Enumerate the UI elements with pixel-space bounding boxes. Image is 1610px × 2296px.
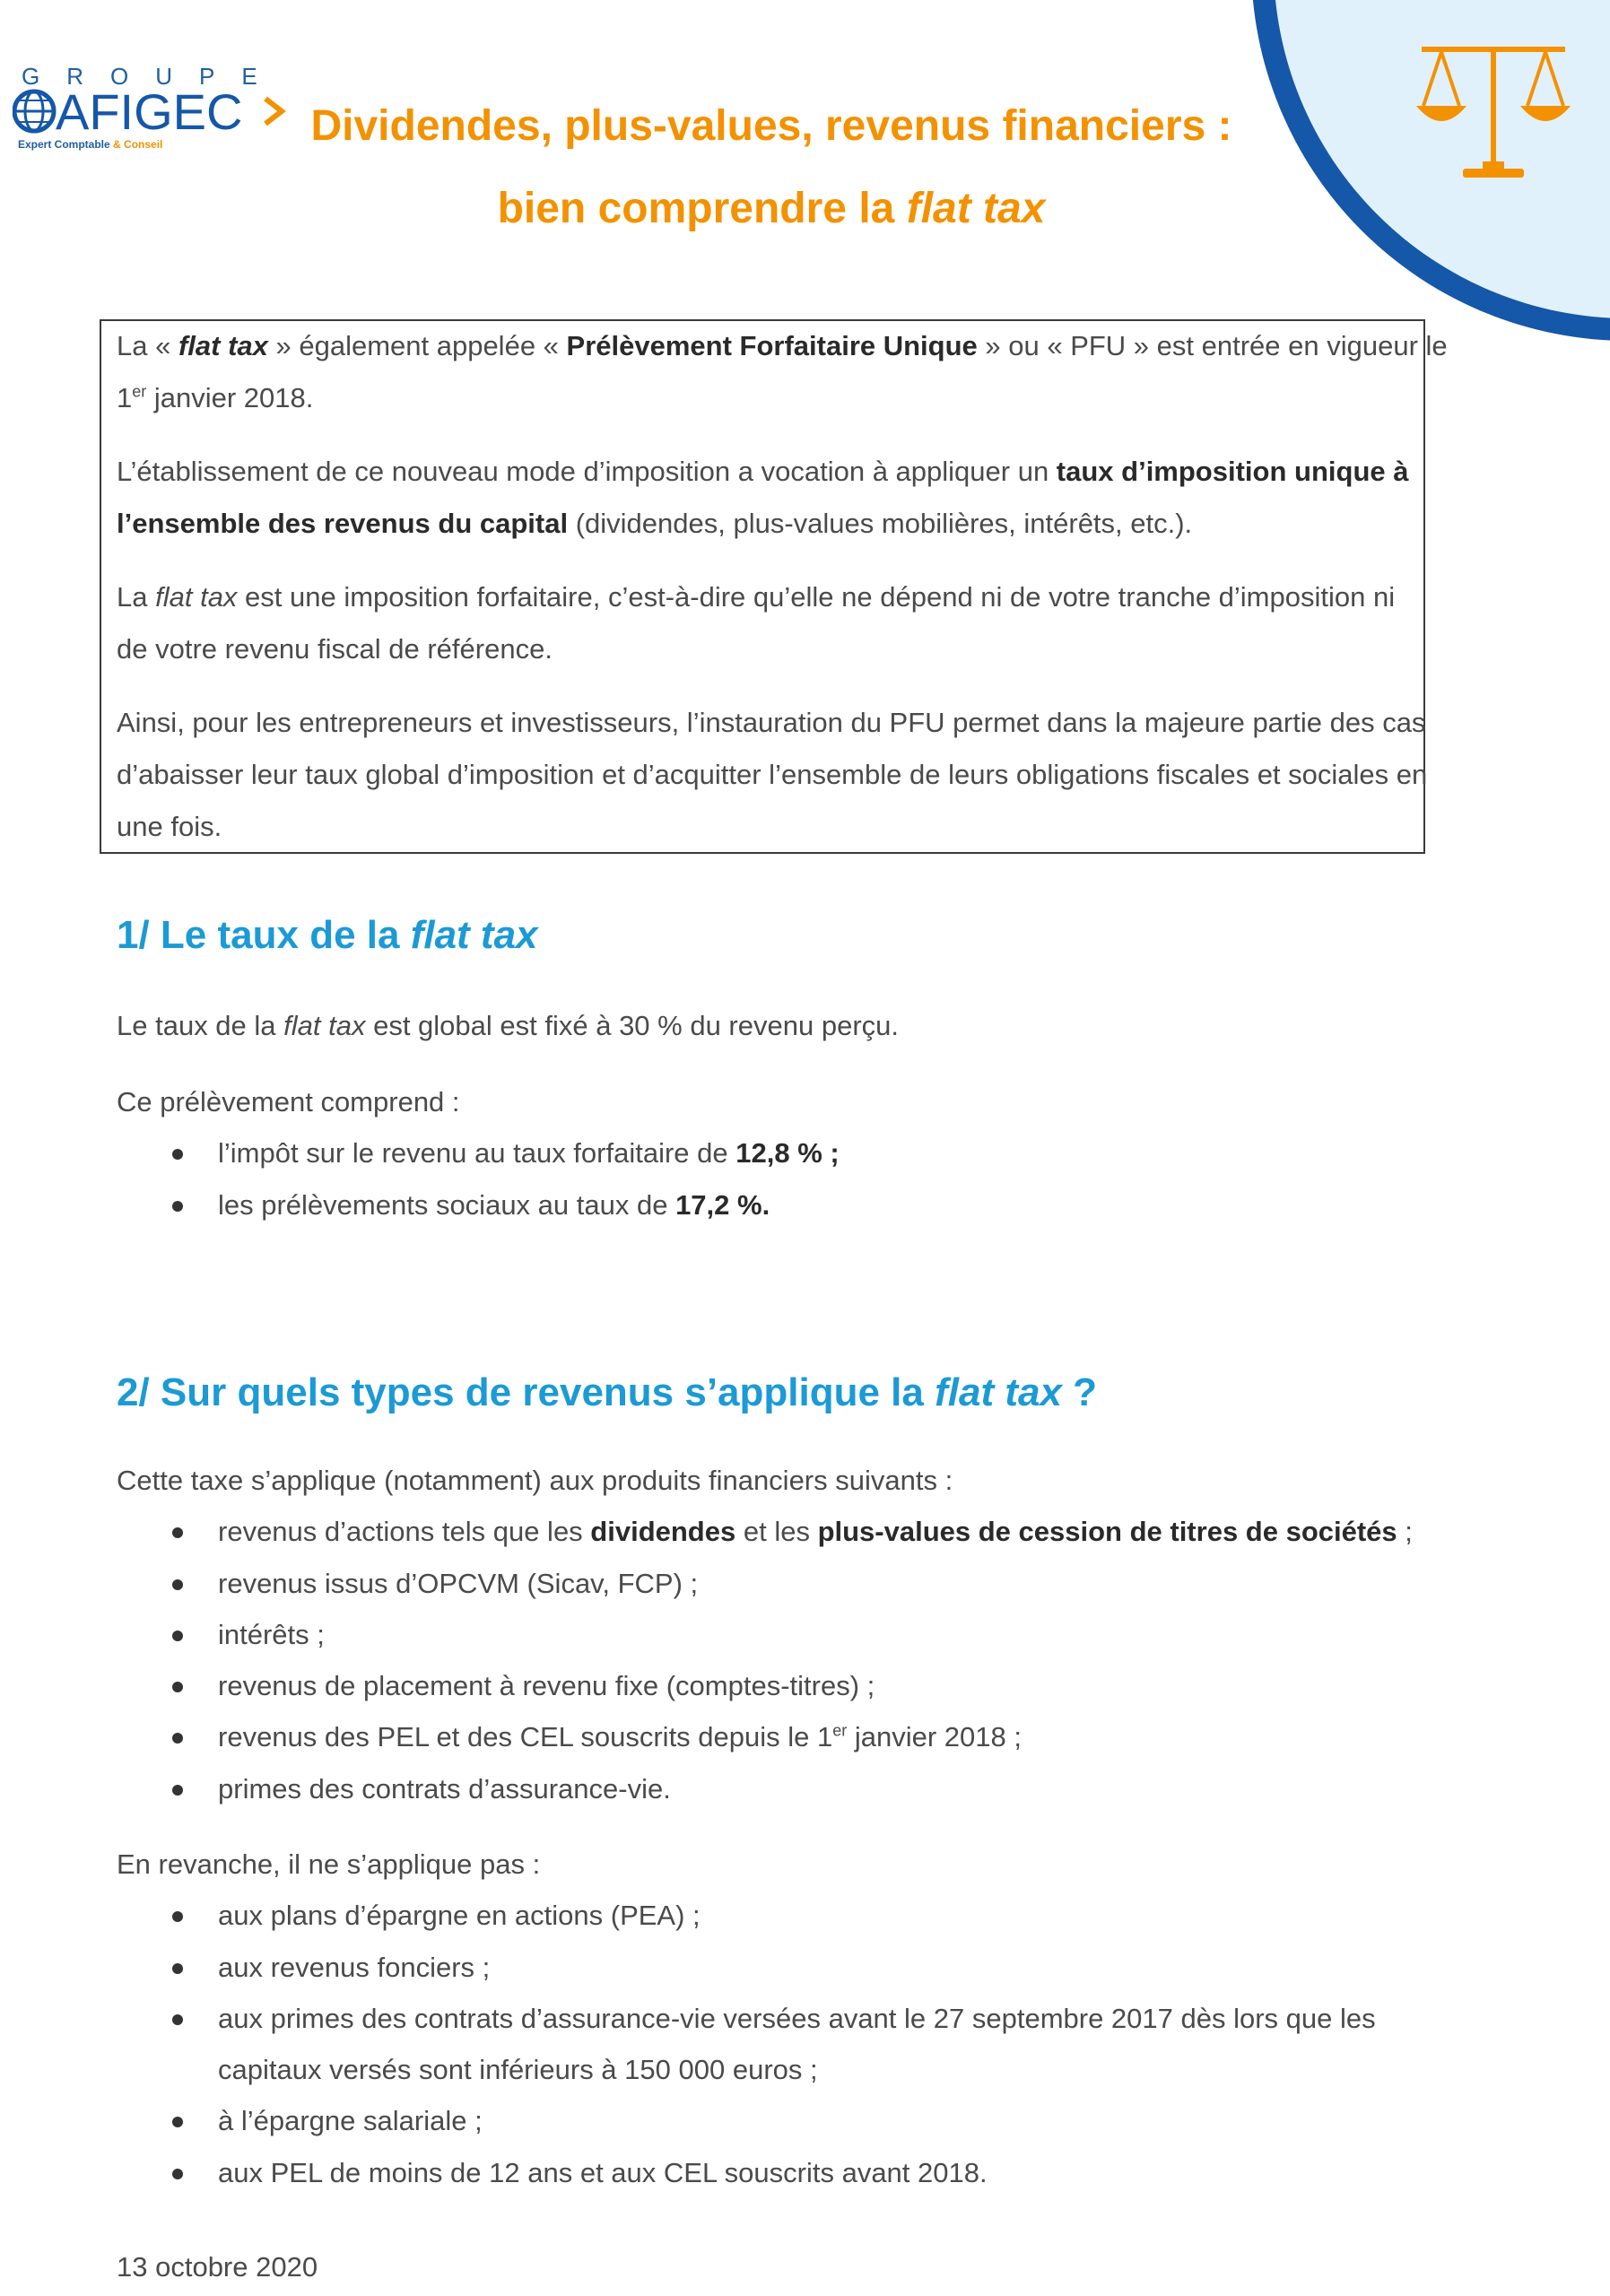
logo-groupe-text: GROUPE [22, 63, 284, 90]
list-item: aux revenus fonciers ; [218, 1942, 490, 1994]
intro-p3-line1: La flat tax est une imposition forfaitaire, c’est-à-dire qu’elle ne dépend ni de votre tranche d’imposition ni [117, 581, 1396, 613]
list-item: revenus des PEL et des CEL souscrits depuis le 1er janvier 2018 ; [218, 1711, 1022, 1763]
intro-p4-line3: une fois. [117, 811, 222, 842]
section-2-not-applies-intro: En revanche, il ne s’applique pas : [117, 1848, 541, 1880]
intro-p1-line1: La « flat tax » également appelée « Prélèvement Forfaitaire Unique » ou « PFU » est entrée en vigueur le [117, 330, 1448, 361]
list-item: revenus d’actions tels que les dividendes et les plus-values de cession de titres de sociétés ; [218, 1506, 1413, 1558]
header-corner-decoration [1251, 0, 1610, 341]
list-item: intérêts ; [218, 1609, 325, 1661]
intro-p4-line2: d’abaisser leur taux global d’imposition et d’acquitter l’ensemble de leurs obligations fiscales et sociales en [117, 759, 1428, 790]
logo-wordmark [13, 86, 291, 136]
section-2-heading: 2/ Sur quels types de revenus s’applique la flat tax ? [117, 1370, 1098, 1414]
document-date: 13 octobre 2020 [117, 2251, 318, 2283]
section-1-heading: 1/ Le taux de la flat tax [117, 913, 538, 957]
intro-p2-line2: l’ensemble des revenus du capital (dividendes, plus-values mobilières, intérêts, etc.). [117, 508, 1193, 539]
list-item: l’impôt sur le revenu au taux forfaitaire de 12,8 % ; [218, 1127, 840, 1179]
list-item: les prélèvements sociaux au taux de 17,2 %. [218, 1179, 770, 1231]
list-item: à l’épargne salariale ; [218, 2095, 483, 2147]
intro-p4-line1: Ainsi, pour les entrepreneurs et investisseurs, l’instauration du PFU permet dans la majeure partie des cas [117, 707, 1426, 738]
list-item: revenus issus d’OPCVM (Sicav, FCP) ; [218, 1558, 698, 1610]
globe-icon [14, 91, 54, 131]
afigec-logo [13, 63, 291, 161]
logo-tagline: Expert Comptable & Conseil [18, 138, 163, 151]
page-title-line-2: bien comprendre la flat tax [497, 185, 1046, 232]
list-item-continuation: capitaux versés sont inférieurs à 150 000 euros ; [218, 2054, 818, 2085]
section-2-intro: Cette taxe s’applique (notamment) aux produits financiers suivants : [117, 1465, 953, 1496]
page-title-line-1: Dividendes, plus-values, revenus financiers : [310, 102, 1232, 150]
intro-p2-line1: L’établissement de ce nouveau mode d’imposition a vocation à appliquer un taux d’imposition unique à [117, 456, 1409, 487]
intro-p3-line2: de votre revenu fiscal de référence. [117, 633, 553, 665]
section-1-paragraph-1: Le taux de la flat tax est global est fixé à 30 % du revenu perçu. [117, 1010, 899, 1041]
list-item: aux plans d’épargne en actions (PEA) ; [218, 1890, 701, 1942]
list-item: aux PEL de moins de 12 ans et aux CEL souscrits avant 2018. [218, 2147, 988, 2199]
list-item: aux primes des contrats d’assurance-vie versées avant le 27 septembre 2017 dès lors que les [218, 1993, 1376, 2045]
section-1-paragraph-2: Ce prélèvement comprend : [117, 1086, 460, 1118]
list-item: primes des contrats d’assurance-vie. [218, 1763, 671, 1815]
logo-name: AFIGEC [56, 86, 243, 136]
list-item: revenus de placement à revenu fixe (comptes-titres) ; [218, 1660, 875, 1712]
intro-p1-line2: 1er janvier 2018. [117, 382, 314, 413]
